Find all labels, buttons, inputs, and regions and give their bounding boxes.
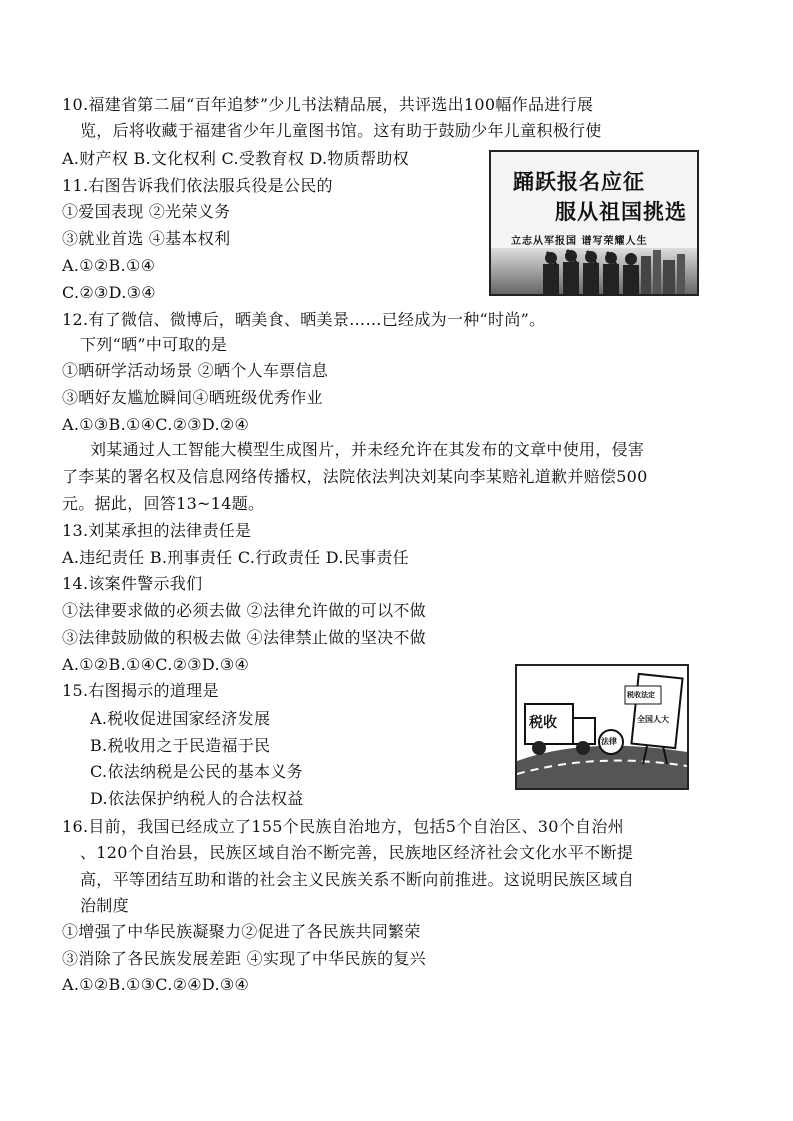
- book-label: 全国人大: [637, 715, 669, 724]
- poster-title-1: 踊跃报名应征: [513, 170, 645, 194]
- q16-opt1: ①增强了中华民族凝聚力②促进了各民族共同繁荣: [62, 922, 421, 941]
- paper-label: 税收法定: [627, 691, 655, 699]
- material-line3: 元。据此，回答13~14题。: [62, 494, 265, 513]
- q15-option-d: D.依法保护纳税人的合法权益: [90, 789, 304, 808]
- q15-option-b: B.税收用之于民造福于民: [90, 736, 271, 755]
- q13-stem: 13.刘某承担的法律责任是: [62, 521, 252, 540]
- q16-line3: 高，平等团结互助和谐的社会主义民族关系不断向前推进。这说明民族区域自: [80, 870, 635, 889]
- q16-line4: 治制度: [80, 896, 129, 915]
- q12-opt2: ③晒好友尴尬瞬间④晒班级优秀作业: [62, 388, 323, 407]
- q15-option-a: A.税收促进国家经济发展: [90, 709, 271, 728]
- wheel-label: 法律: [601, 737, 617, 746]
- q12-answers: A.①③B.①④C.②③D.②④: [62, 415, 250, 434]
- q16-answers: A.①②B.①③C.②④D.③④: [62, 975, 250, 994]
- q16-line1: 16.目前，我国已经成立了155个民族自治地方，包括5个自治区、30个自治州: [62, 817, 624, 836]
- q10-line1: 10.福建省第二届“百年追梦”少儿书法精品展，共评选出100幅作品进行展: [62, 95, 594, 114]
- poster-title-2: 服从祖国挑选: [555, 200, 687, 224]
- q14-answers: A.①②B.①④C.②③D.③④: [62, 655, 250, 674]
- q16-opt2: ③消除了各民族发展差距 ④实现了中华民族的复兴: [62, 949, 426, 968]
- q14-opt1: ①法律要求做的必须去做 ②法律允许做的可以不做: [62, 601, 426, 620]
- q14-stem: 14.该案件警示我们: [62, 574, 203, 593]
- q11-stem: 11.右图告诉我们依法服兵役是公民的: [62, 176, 333, 195]
- q11-opt2: ③就业首选 ④基本权利: [62, 229, 231, 248]
- material-line2: 了李某的署名权及信息网络传播权，法院依法判决刘某向李某赔礼道歉并赔偿500: [62, 467, 648, 486]
- tax-law-cartoon: [515, 664, 689, 790]
- q11-ans2: C.②③D.③④: [62, 283, 156, 302]
- poster-slogan: 立志从军报国 谱写荣耀人生: [511, 236, 648, 247]
- q14-opt2: ③法律鼓励做的积极去做 ④法律禁止做的坚决不做: [62, 628, 426, 647]
- q13-options: A.违纪责任 B.刑事责任 C.行政责任 D.民事责任: [62, 548, 409, 567]
- q15-option-c: C.依法纳税是公民的基本义务: [90, 762, 303, 781]
- soldiers-silhouette-icon: [491, 152, 697, 294]
- q11-ans1: A.①②B.①④: [62, 256, 156, 275]
- q12-line1: 12.有了微信、微博后，晒美食、晒美景……已经成为一种“时尚”。: [62, 310, 546, 329]
- q12-opt1: ①晒研学活动场景 ②晒个人车票信息: [62, 361, 329, 380]
- q16-line2: 、120个自治县，民族区域自治不断完善，民族地区经济社会文化水平不断提: [80, 843, 634, 862]
- q11-opt1: ①爱国表现 ②光荣义务: [62, 202, 231, 221]
- material-line1: 刘某通过人工智能大模型生成图片，并未经允许在其发布的文章中使用，侵害: [90, 440, 645, 459]
- recruitment-poster: [489, 150, 699, 296]
- truck-label: 税收: [529, 715, 557, 731]
- q10-line2: 览，后将收藏于福建省少年儿童图书馆。这有助于鼓励少年儿童积极行使: [80, 121, 602, 140]
- q10-options: A.财产权 B.文化权利 C.受教育权 D.物质帮助权: [62, 149, 409, 168]
- q15-stem: 15.右图揭示的道理是: [62, 681, 219, 700]
- q12-line2: 下列“晒”中可取的是: [80, 335, 228, 354]
